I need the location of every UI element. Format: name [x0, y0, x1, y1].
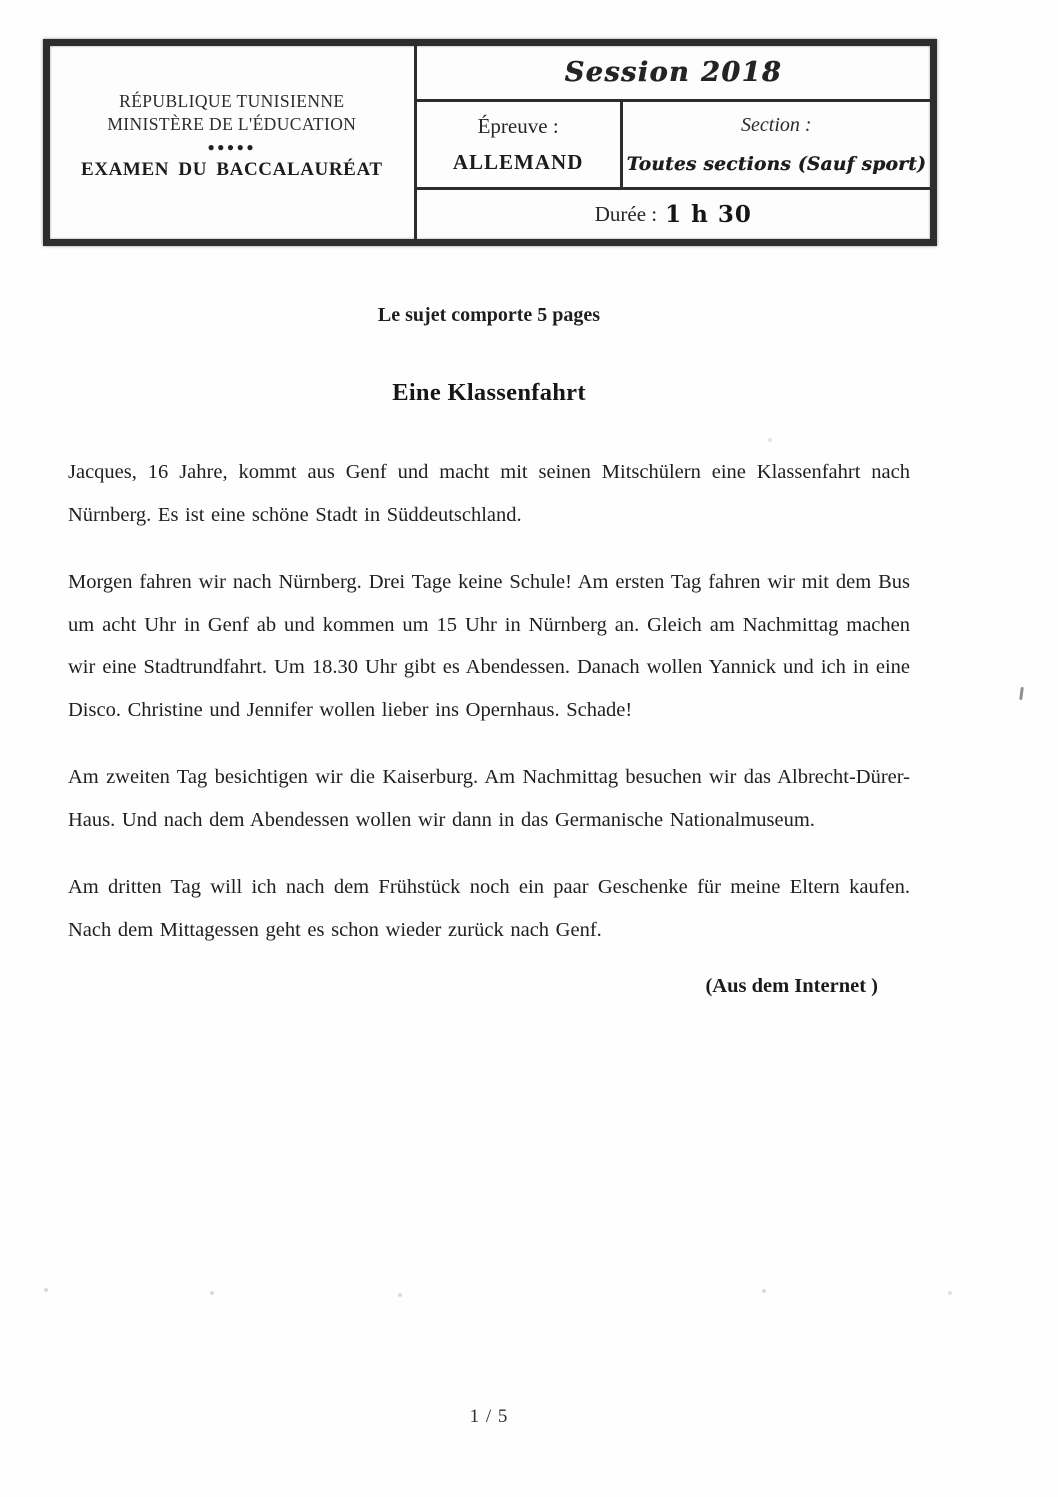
section-value: Toutes sections (Sauf sport)	[626, 154, 926, 175]
paragraph-4: Am dritten Tag will ich nach dem Frühstück noch ein paar Geschenke für meine Eltern kaufen. Nach dem Mittagessen geht es schon wieder zurück nach Genf.	[68, 876, 910, 941]
duree-label: Durée :	[594, 202, 658, 226]
scan-dot	[948, 1291, 952, 1295]
header-right-column	[417, 46, 930, 239]
paragraph-2: Morgen fahren wir nach Nürnberg. Drei Tage keine Schule! Am ersten Tag fahren wir mit dem Bus um acht Uhr in Genf ab und kommen um 15 Uhr in Nürnberg an. Gleich am Nachmittag machen wir eine Stadtrundfahrt. Um 18.30 Uhr gibt es Abendessen. Danach wollen Yannick und ich in eine Disco. Christine und Jennifer wollen lieber ins Opernhaus. Schade!	[68, 571, 910, 721]
epreuve-cell	[417, 102, 623, 187]
scan-dot	[44, 1288, 48, 1292]
ministry-line: MINISTÈRE DE L'ÉDUCATION	[107, 114, 357, 134]
paragraph-1: Jacques, 16 Jahre, kommt aus Genf und macht mit seinen Mitschülern eine Klassenfahrt nach Nürnberg. Es ist eine schöne Stadt in Süddeutschland.	[68, 461, 910, 526]
section-label: Section :	[741, 114, 812, 136]
source-attribution: (Aus dem Internet )	[705, 975, 878, 997]
scan-dot	[210, 1291, 214, 1295]
session-cell: Session 2018	[417, 46, 930, 102]
epreuve-value: ALLEMAND	[452, 150, 584, 174]
header-authority-cell	[50, 46, 417, 239]
duree-cell	[417, 187, 930, 239]
duree-value: 1 h 30	[665, 201, 752, 228]
scan-dot	[762, 1289, 766, 1293]
scan-dot	[398, 1293, 402, 1297]
page-number: 1 / 5	[469, 1406, 509, 1427]
paragraph-3: Am zweiten Tag besichtigen wir die Kaiserburg. Am Nachmittag besuchen wir das Albrecht-Dürer-Haus. Und nach dem Abendessen wollen wir dann in das Germanische Nationalmuseum.	[68, 766, 910, 831]
document-body	[68, 246, 910, 998]
page-title: Eine Klassenfahrt	[392, 379, 586, 406]
scan-speck	[1019, 687, 1024, 700]
subject-section-row	[417, 102, 930, 187]
separator-dots-icon: ●●●●●	[207, 140, 257, 154]
exam-header-table	[43, 39, 937, 246]
reading-text	[68, 451, 910, 951]
republic-line: RÉPUBLIQUE TUNISIENNE	[119, 91, 345, 111]
pages-notice: Le sujet comporte 5 pages	[377, 304, 601, 326]
section-cell	[623, 102, 930, 187]
epreuve-label: Épreuve :	[477, 114, 559, 138]
scan-dot	[768, 438, 772, 442]
exam-name: EXAMEN DU BACCALAURÉAT	[81, 159, 383, 180]
